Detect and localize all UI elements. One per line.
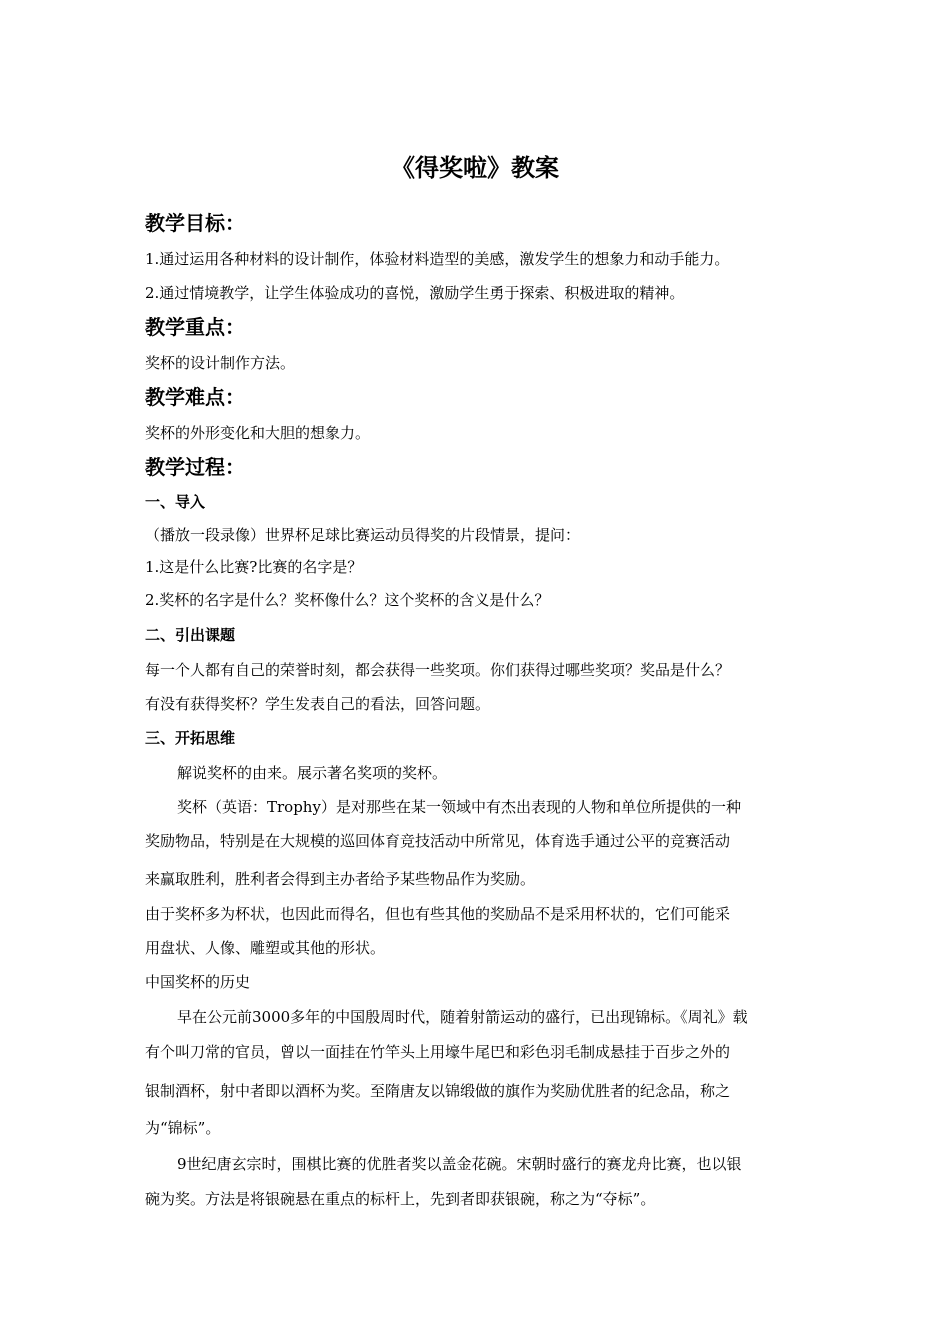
heading-process: 教学过程：	[145, 455, 245, 479]
thinking-line-4: 来赢取胜利，胜利者会得到主办者给予某些物品作为奖励。	[145, 870, 536, 888]
thinking-line-6: 用盘状、人像、雕塑或其他的形状。	[145, 939, 386, 957]
history-line-3: 银制酒杯，射中者即以酒杯为奖。至隋唐友以锦缎做的旗作为奖励优胜者的纪念品，称之	[145, 1082, 731, 1100]
section-heading-intro: 一、导入	[145, 493, 206, 511]
history-line-1: 早在公元前3000多年的中国殷周时代，随着射箭运动的盛行，已出现锦标。《周礼》载	[177, 1008, 748, 1026]
key-point-text: 奖杯的设计制作方法。	[145, 354, 296, 372]
intro-line-2: 1.这是什么比赛?比赛的名字是？	[145, 558, 363, 576]
history-subheading: 中国奖杯的历史	[145, 973, 251, 991]
objective-item-2: 2.通过情境教学，让学生体验成功的喜悦，激励学生勇于探索、积极进取的精神。	[145, 284, 685, 302]
intro-line-1: （播放一段录像）世界杯足球比赛运动员得奖的片段情景，提问：	[145, 526, 581, 544]
heading-difficulty: 教学难点：	[145, 385, 245, 409]
topic-line-1: 每一个人都有自己的荣誉时刻，都会获得一些奖项。你们获得过哪些奖项？奖品是什么？	[145, 661, 731, 679]
topic-line-2: 有没有获得奖杯？学生发表自己的看法，回答问题。	[145, 695, 491, 713]
difficulty-text: 奖杯的外形变化和大胆的想象力。	[145, 424, 371, 442]
thinking-line-3: 奖励物品，特别是在大规模的巡回体育竞技活动中所常见，体育选手通过公平的竞赛活动	[145, 832, 731, 850]
history-line-6: 碗为奖。方法是将银碗悬在重点的标杆上，先到者即获银碗，称之为“夺标”。	[145, 1190, 656, 1208]
heading-key-point: 教学重点：	[145, 315, 245, 339]
history-line-4: 为“锦标”。	[145, 1119, 221, 1137]
intro-line-3: 2.奖杯的名字是什么？奖杯像什么？这个奖杯的含义是什么？	[145, 591, 550, 609]
history-line-5: 9世纪唐玄宗时，围棋比赛的优胜者奖以盖金花碗。宋朝时盛行的赛龙舟比赛，也以银	[177, 1155, 742, 1173]
heading-objectives: 教学目标：	[145, 211, 245, 235]
section-heading-thinking: 三、开拓思维	[145, 729, 236, 747]
thinking-line-2: 奖杯（英语：Trophy）是对那些在某一领域中有杰出表现的人物和单位所提供的一种	[177, 798, 741, 816]
objective-item-1: 1.通过运用各种材料的设计制作，体验材料造型的美感，激发学生的想象力和动手能力。	[145, 250, 730, 268]
thinking-line-5: 由于奖杯多为杯状，也因此而得名，但也有些其他的奖励品不是采用杯状的，它们可能采	[145, 905, 731, 923]
thinking-line-1: 解说奖杯的由来。展示著名奖项的奖杯。	[177, 764, 448, 782]
document-title: 《得奖啦》教案	[391, 154, 559, 182]
section-heading-topic: 二、引出课题	[145, 626, 236, 644]
history-line-2: 有个叫刀常的官员，曾以一面挂在竹竿头上用壕牛尾巴和彩色羽毛制成悬挂于百步之外的	[145, 1043, 731, 1061]
